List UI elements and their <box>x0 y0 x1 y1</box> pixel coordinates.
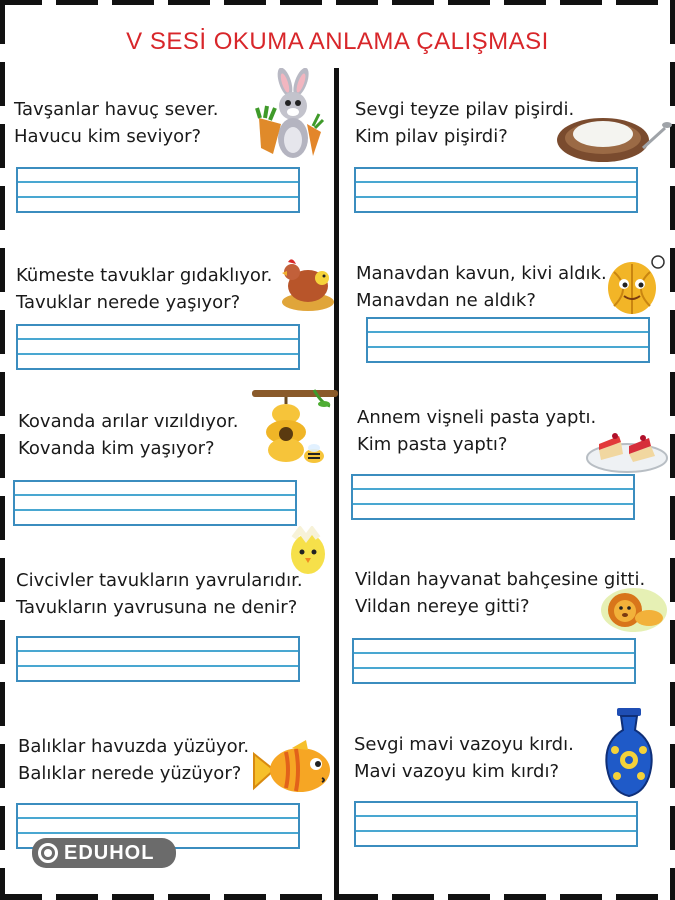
vase-icon <box>599 706 659 798</box>
beehive-icon <box>252 384 338 476</box>
rabbit-icon <box>255 68 325 164</box>
question: Vildan nereye gitti? <box>355 596 530 617</box>
answer-lines[interactable] <box>16 636 300 682</box>
question: Kovanda kim yaşıyor? <box>18 438 215 459</box>
logo-text: EDUHOL <box>64 842 155 864</box>
question: Kim pilav pişirdi? <box>355 126 508 147</box>
sentence: Vildan hayvanat bahçesine gitti. <box>355 569 646 590</box>
answer-lines[interactable] <box>366 317 650 363</box>
sentence: Balıklar havuzda yüzüyor. <box>18 736 250 757</box>
top-dashed-border <box>0 0 675 5</box>
question-text <box>16 567 326 621</box>
question: Mavi vazoyu kim kırdı? <box>354 761 560 782</box>
logo-mark-icon <box>38 843 58 863</box>
hen-icon <box>278 254 336 312</box>
sentence: Kümeste tavuklar gıdaklıyor. <box>16 265 273 286</box>
sentence: Sevgi teyze pilav pişirdi. <box>355 99 575 120</box>
question: Balıklar nerede yüzüyor? <box>18 763 242 784</box>
sentence: Tavşanlar havuç sever. <box>14 99 219 120</box>
answer-lines[interactable] <box>354 801 638 847</box>
sentence: Sevgi mavi vazoyu kırdı. <box>354 734 574 755</box>
question: Kim pasta yaptı? <box>357 434 508 455</box>
sentence: Manavdan kavun, kivi aldık. <box>356 263 607 284</box>
answer-lines[interactable] <box>16 167 300 213</box>
page-title: V SESİ OKUMA ANLAMA ÇALIŞMASI <box>126 28 549 55</box>
question: Tavuklar nerede yaşıyor? <box>16 292 241 313</box>
question: Tavukların yavrusuna ne denir? <box>16 597 298 618</box>
sentence: Annem vişneli pasta yaptı. <box>357 407 597 428</box>
sentence: Civcivler tavukların yavrularıdır. <box>16 570 303 591</box>
chick-icon <box>288 526 328 576</box>
answer-lines[interactable] <box>351 474 635 520</box>
melon-icon <box>604 252 666 316</box>
rice-plate-icon <box>555 108 673 166</box>
answer-lines[interactable] <box>352 638 636 684</box>
sentence: Kovanda arılar vızıldıyor. <box>18 411 239 432</box>
exercise-left-4 <box>16 567 336 717</box>
answer-lines[interactable] <box>16 324 300 370</box>
fish-icon <box>252 740 336 800</box>
lion-icon <box>599 586 669 634</box>
question: Havucu kim seviyor? <box>14 126 202 147</box>
question: Manavdan ne aldık? <box>356 290 536 311</box>
eduhol-logo <box>32 838 176 868</box>
answer-lines[interactable] <box>354 167 638 213</box>
cake-icon <box>585 420 669 474</box>
left-dashed-border <box>0 0 5 900</box>
answer-lines[interactable] <box>13 480 297 526</box>
